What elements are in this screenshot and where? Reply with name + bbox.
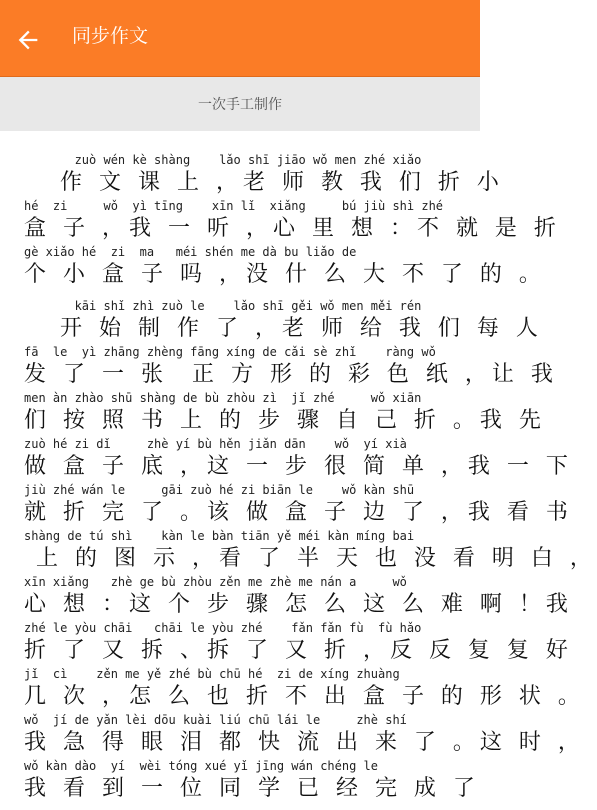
hanzi-line: 几 次 ，怎 么 也 折 不 出 盒 子 的 形 状 。 bbox=[24, 684, 585, 709]
hanzi-line: 做 盒 子 底 ，这 一 步 很 简 单 ，我 一 下 bbox=[24, 454, 573, 479]
hanzi-line: 折 了 又 拆 、拆 了 又 折 ，反 反 复 复 好 bbox=[24, 638, 573, 663]
arrow-left-icon[interactable] bbox=[14, 26, 42, 54]
hanzi-line: 个 小 盒 子 吗 ，没 什 么 大 不 了 的 。 bbox=[24, 262, 546, 287]
pinyin-line: zuò hé zi dǐ zhè yí bù hěn jiǎn dān wǒ yí xià bbox=[24, 437, 407, 451]
hanzi-line: 心 想 ：这 个 步 骤 怎 么 这 么 难 啊 ！我 bbox=[24, 592, 573, 617]
pinyin-line: gè xiǎo hé zi ma méi shén me dà bu liǎo de bbox=[24, 245, 357, 259]
hanzi-line: 发 了 一 张 正 方 形 的 彩 色 纸 ，让 我 bbox=[24, 362, 558, 387]
hanzi-line: 开 始 制 作 了 ，老 师 给 我 们 每 人 bbox=[24, 316, 543, 341]
text-line bbox=[24, 236, 546, 296]
hanzi-line: 们 按 照 书 上 的 步 骤 自 己 折 。我 先 bbox=[24, 408, 546, 433]
pinyin-line: fā le yì zhāng zhèng fāng xíng de cǎi sè zhǐ ràng wǒ bbox=[24, 345, 436, 359]
pinyin-line: zhé le yòu chāi chāi le yòu zhé fǎn fǎn fù fù hǎo bbox=[24, 621, 422, 635]
pinyin-line: xīn xiǎng zhè ge bù zhòu zěn me zhè me nán a wǒ bbox=[24, 575, 407, 589]
pinyin-line: jǐ cì zěn me yě zhé bù chū hé zi de xíng zhuàng bbox=[24, 667, 400, 681]
pinyin-line: men àn zhào shū shàng de bù zhòu zì jǐ zhé wǒ xiān bbox=[24, 391, 422, 405]
hanzi-line: 就 折 完 了 。该 做 盒 子 边 了 ，我 看 书 bbox=[24, 500, 573, 525]
pinyin-line: hé zi wǒ yì tīng xīn lǐ xiǎng bú jiù shì zhé bbox=[24, 199, 444, 213]
hanzi-line: 我 急 得 眼 泪 都 快 流 出 来 了 。这 时 ， bbox=[24, 730, 585, 755]
article-title: 一次手工制作 bbox=[198, 97, 282, 113]
app-bar bbox=[0, 0, 480, 76]
hanzi-line: 上 的 图 示 ，看 了 半 天 也 没 看 明 白 ， bbox=[24, 546, 597, 571]
pinyin-line: wǒ jí de yǎn lèi dōu kuài liú chū lái le zhè shí bbox=[24, 713, 407, 727]
pinyin-line: jiù zhé wán le gāi zuò hé zi biān le wǒ kàn shū bbox=[24, 483, 415, 497]
article-page bbox=[24, 144, 597, 801]
pinyin-line: wǒ kàn dào yí wèi tóng xué yǐ jīng wán chéng le bbox=[24, 759, 379, 773]
pinyin-line: kāi shǐ zhì zuò le lǎo shī gěi wǒ men měi rén bbox=[24, 299, 422, 313]
pinyin-line: shàng de tú shì kàn le bàn tiān yě méi kàn míng bai bbox=[24, 529, 415, 543]
text-line bbox=[24, 750, 480, 810]
hanzi-line: 盒 子 ，我 一 听 ，心 里 想 ：不 就 是 折 bbox=[24, 216, 561, 241]
article-title-bar bbox=[0, 76, 480, 131]
hanzi-line: 作 文 课 上 ，老 师 教 我 们 折 小 bbox=[24, 170, 504, 195]
pinyin-line: zuò wén kè shàng lǎo shī jiāo wǒ men zhé xiǎo bbox=[24, 153, 422, 167]
hanzi-line: 我 看 到 一 位 同 学 已 经 完 成 了 bbox=[24, 776, 480, 801]
page-title: 同步作文 bbox=[72, 25, 149, 47]
